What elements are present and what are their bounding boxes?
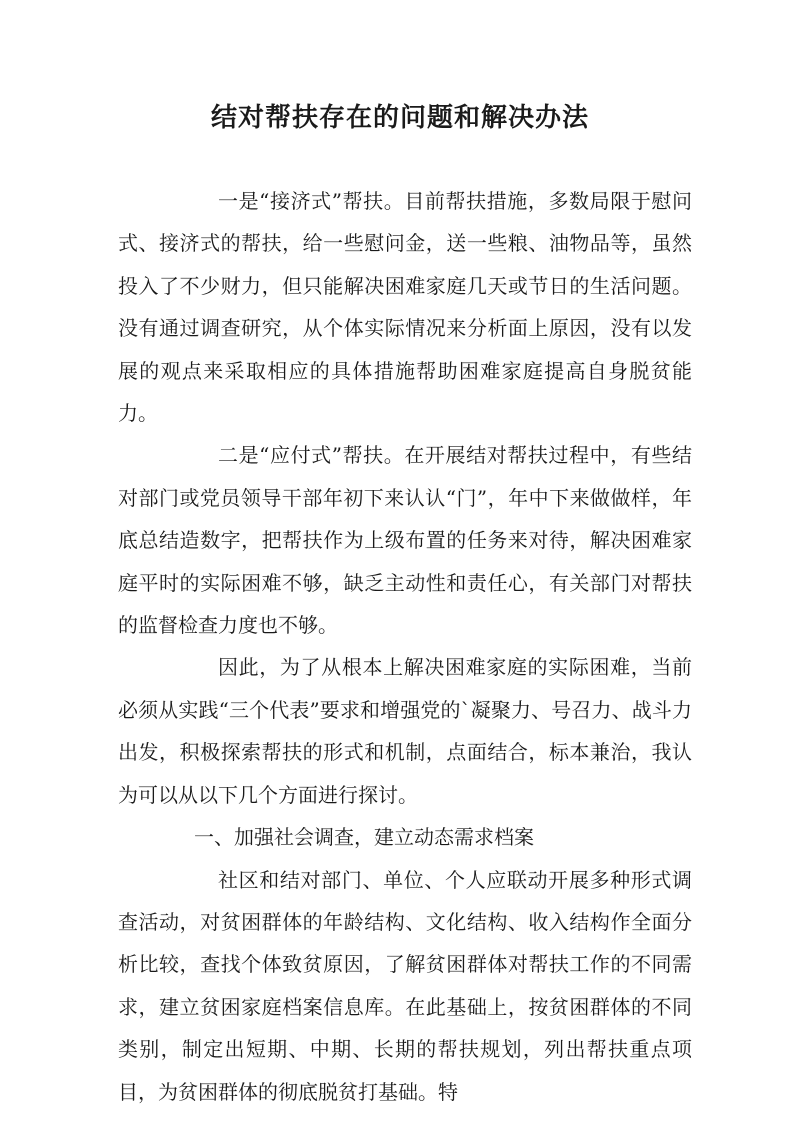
paragraph-perfunctory-assistance: 二是“应付式”帮扶。在开展结对帮扶过程中，有些结对部门或党员领导干部年初下来认认“门”，年中下来做做样，年底总结造数字，把帮扶作为上级布置的任务来对待，解决困难家庭平时的实际困难不够，缺乏主动性和责任心，有关部门对帮扶的监督检查力度也不够。 (118, 443, 692, 638)
document-title: 结对帮扶存在的问题和解决办法 (210, 103, 589, 133)
document-body (118, 180, 692, 1113)
paragraph-therefore: 因此，为了从根本上解决困难家庭的实际困难，当前必须从实践“三个代表”要求和增强党的`凝聚力、号召力、战斗力出发，积极探索帮扶的形式和机制，点面结合，标本兼治，我认为可以从以下几个方面进行探讨。 (118, 655, 692, 807)
section-heading-social-survey: 一、加强社会调查，建立动态需求档案 (194, 825, 534, 850)
paragraph-jieji-style-assistance: 一是“接济式”帮扶。目前帮扶措施，多数局限于慰问式、接济式的帮扶，给一些慰问金，送一些粮、油物品等，虽然投入了不少财力，但只能解决困难家庭几天或节日的生活问题。没有通过调查研究，从个体实际情况来分析面上原因，没有以发展的观点来采取相应的具体措施帮助困难家庭提高自身脱贫能力。 (118, 189, 692, 426)
paragraph-community-survey: 社区和结对部门、单位、个人应联动开展多种形式调查活动，对贫困群体的年龄结构、文化结构、收入结构作全面分析比较，查找个体致贫原因，了解贫困群体对帮扶工作的不同需求，建立贫困家庭档案信息库。在此基础上，按贫困群体的不同类别，制定出短期、中期、长期的帮扶规划，列出帮扶重点项目，为贫困群体的彻底脱贫打基础。特 (118, 867, 692, 1104)
